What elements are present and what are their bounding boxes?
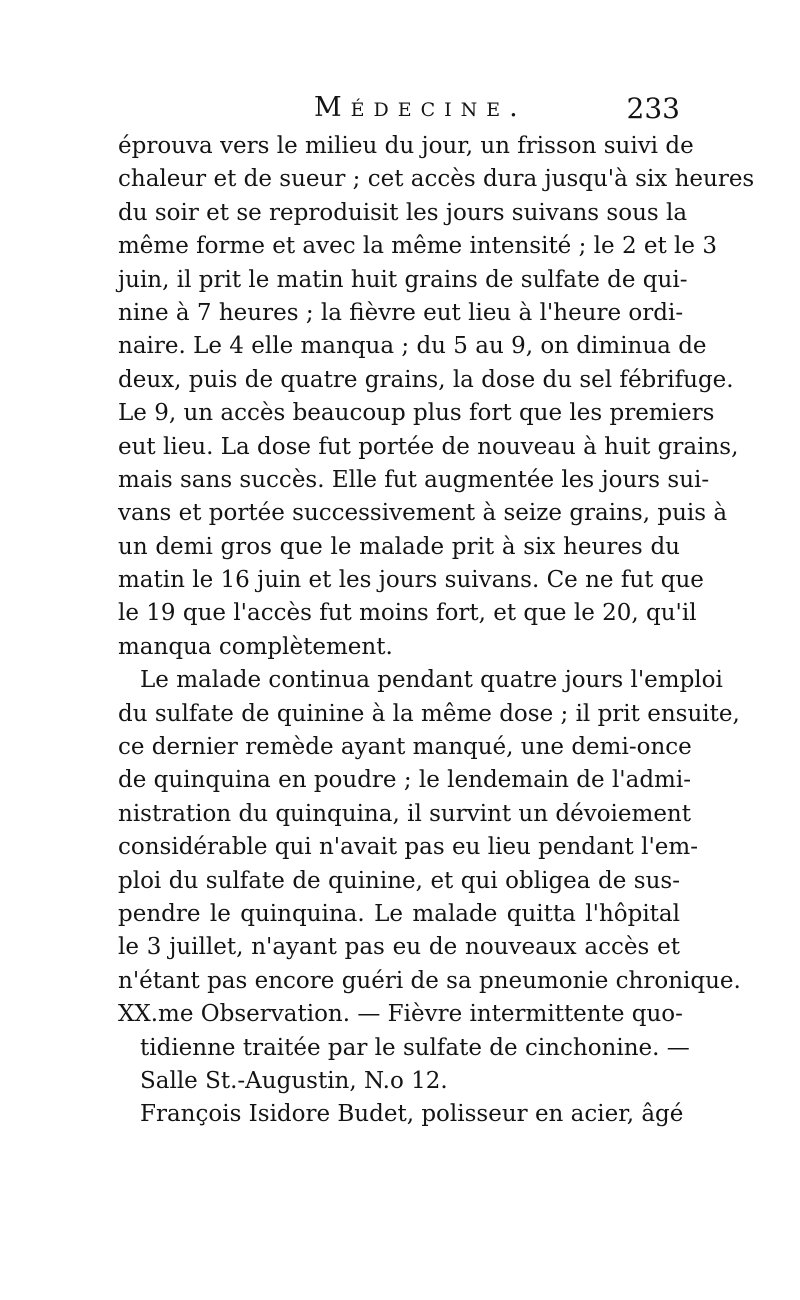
- body-text: [118, 130, 755, 1132]
- text-line: mais sans succès. Elle fut augmentée les jours sui-: [118, 466, 710, 493]
- page-number: 233: [626, 92, 680, 125]
- text-line: considérable qui n'avait pas eu lieu pendant l'em-: [118, 834, 698, 861]
- text-line: pendre le quinquina. Le malade quitta l'hôpital: [118, 900, 680, 927]
- text-line: nistration du quinquina, il survint un dévoiement: [118, 800, 691, 827]
- observation-heading: Salle St.-Augustin, N.o 12.: [140, 1067, 448, 1094]
- observation-heading: XX.me Observation. — Fièvre intermittente quo-: [118, 1001, 683, 1028]
- text-line: Le malade continua pendant quatre jours l'emploi: [140, 667, 723, 694]
- text-line: même forme et avec la même intensité ; le 2 et le 3: [118, 233, 717, 260]
- text-line: éprouva vers le milieu du jour, un frisson suivi de: [118, 133, 694, 159]
- text-line: un demi gros que le malade prit à six heures du: [118, 533, 680, 560]
- text-line: juin, il prit le matin huit grains de sulfate de qui-: [118, 266, 688, 293]
- text-line: vans et portée successivement à seize grains, puis à: [118, 500, 728, 527]
- text-line: Le 9, un accès beaucoup plus fort que les premiers: [118, 400, 715, 427]
- text-line: ce dernier remède ayant manqué, une demi-once: [118, 734, 692, 761]
- text-line: deux, puis de quatre grains, la dose du sel fébrifuge.: [118, 366, 734, 393]
- text-line: du sulfate de quinine à la même dose ; il prit ensuite,: [118, 700, 740, 727]
- page-header: [118, 92, 680, 132]
- text-line: eut lieu. La dose fut portée de nouveau à huit grains,: [118, 433, 739, 460]
- text-line: chaleur et de sueur ; cet accès dura jusqu'à six heures: [118, 166, 755, 193]
- text-line: naire. Le 4 elle manqua ; du 5 au 9, on diminua de: [118, 333, 707, 360]
- text-line: nine à 7 heures ; la fièvre eut lieu à l'heure ordi-: [118, 299, 684, 326]
- text-line: du soir et se reproduisit les jours suivans sous la: [118, 199, 688, 226]
- text-line: n'étant pas encore guéri de sa pneumonie chronique.: [118, 967, 741, 994]
- observation-heading: tidienne traitée par le sulfate de cinchonine. —: [140, 1034, 690, 1061]
- text-line: de quinquina en poudre ; le lendemain de l'admi-: [118, 767, 691, 794]
- text-line: matin le 16 juin et les jours suivans. Ce ne fut que: [118, 567, 704, 594]
- text-line: le 19 que l'accès fut moins fort, et que le 20, qu'il: [118, 600, 697, 627]
- text-line: François Isidore Budet, polisseur en acier, âgé: [140, 1101, 684, 1128]
- text-line: manqua complètement.: [118, 633, 393, 660]
- text-line: ploi du sulfate de quinine, et qui obligea de sus-: [118, 867, 680, 894]
- text-line: le 3 juillet, n'ayant pas eu de nouveaux accès et: [118, 934, 680, 961]
- running-title: Médecine.: [314, 92, 527, 123]
